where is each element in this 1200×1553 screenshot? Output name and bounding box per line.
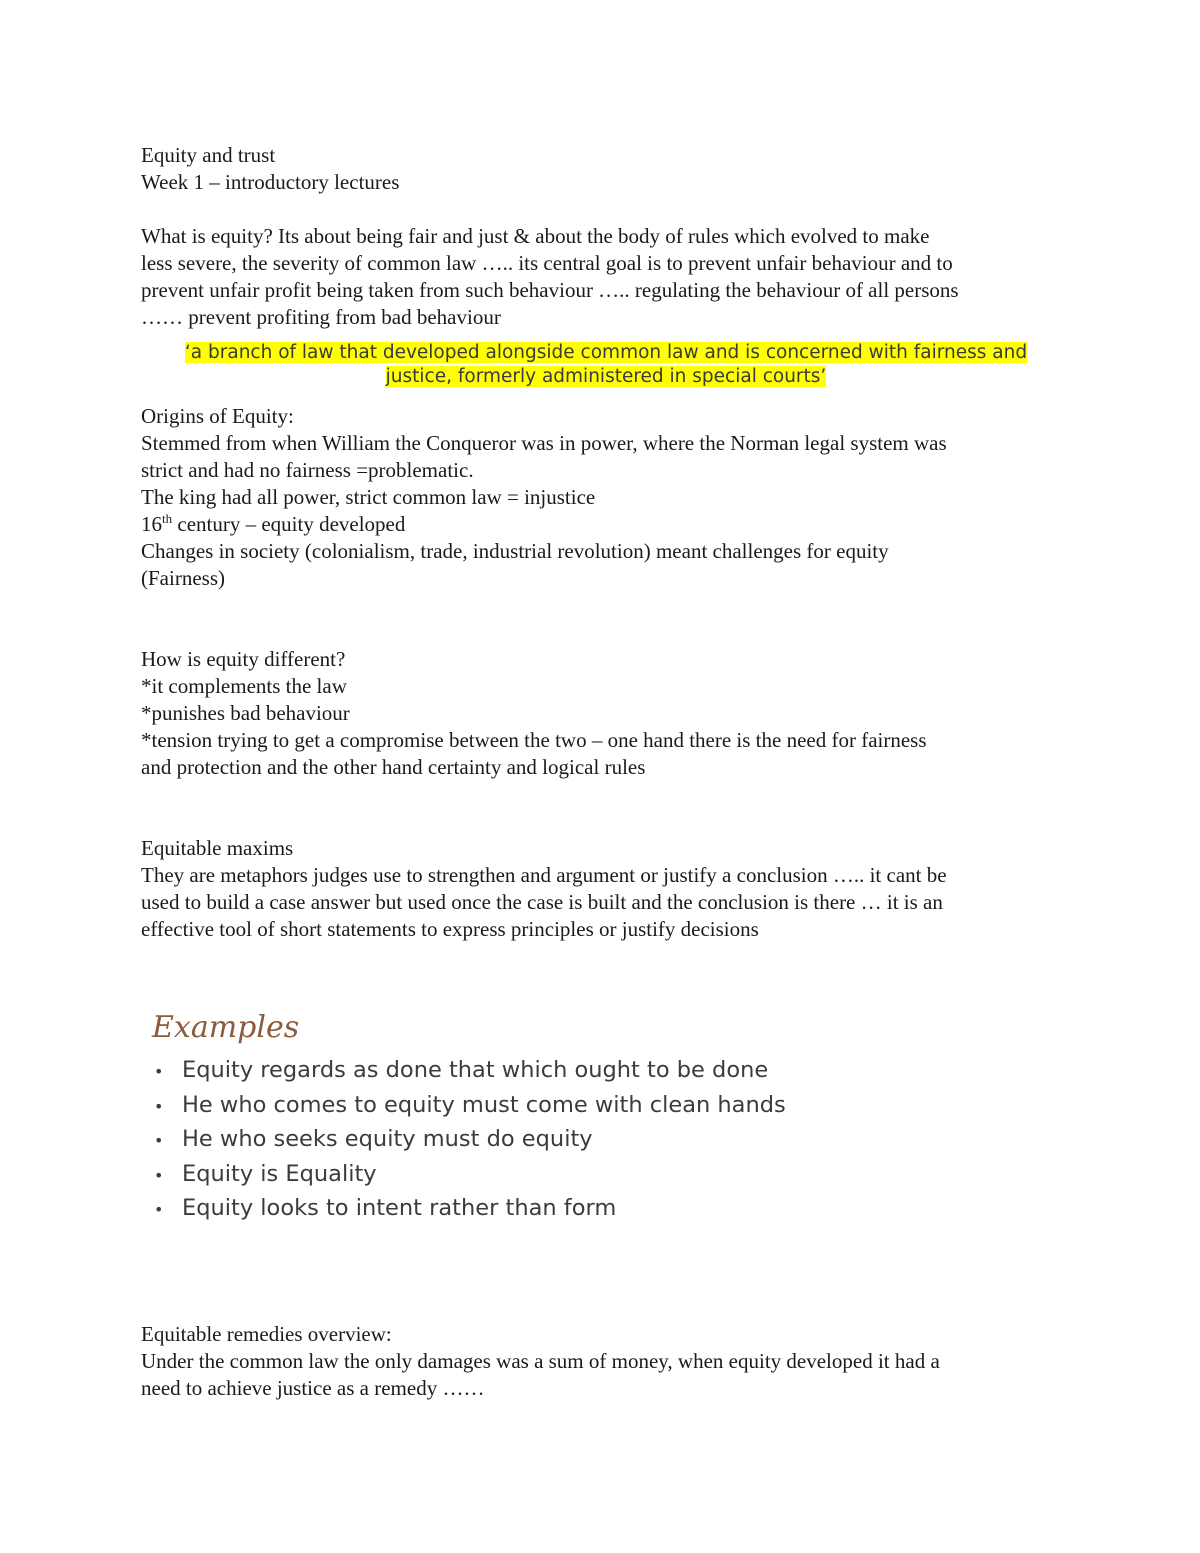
document-page xyxy=(141,142,1071,943)
origins-section xyxy=(141,403,1071,592)
origins-line: The king had all power, strict common law = injustice xyxy=(141,485,596,509)
spacer xyxy=(141,619,1071,646)
different-line: *it complements the law xyxy=(141,674,347,698)
different-line: *punishes bad behaviour xyxy=(141,701,350,725)
intro-line: …… prevent profiting from bad behaviour xyxy=(141,305,501,329)
remedies-heading: Equitable remedies overview: xyxy=(141,1322,392,1346)
spacer xyxy=(141,781,1071,808)
highlighted-quote xyxy=(141,341,1071,389)
bullet-icon: • xyxy=(154,1131,164,1150)
origins-line: Changes in society (colonialism, trade, industrial revolution) meant challenges for equity xyxy=(141,539,889,563)
different-line: and protection and the other hand certainty and logical rules xyxy=(141,755,646,779)
origins-heading: Origins of Equity: xyxy=(141,404,294,428)
examples-slide-image xyxy=(150,1006,850,1227)
list-item xyxy=(150,1089,850,1124)
quote-line-2: justice, formerly administered in special courts’ xyxy=(385,366,827,387)
origins-line: Stemmed from when William the Conqueror was in power, where the Norman legal system was xyxy=(141,431,947,455)
list-item xyxy=(150,1192,850,1227)
list-item xyxy=(150,1123,850,1158)
bullet-icon: • xyxy=(154,1062,164,1081)
origins-line: strict and had no fairness =problematic. xyxy=(141,458,474,482)
example-text: He who seeks equity must do equity xyxy=(182,1126,593,1152)
bullet-icon: • xyxy=(154,1200,164,1219)
different-heading: How is equity different? xyxy=(141,647,346,671)
remedies-line: Under the common law the only damages was a sum of money, when equity developed it had a xyxy=(141,1349,940,1373)
list-item xyxy=(150,1158,850,1193)
example-text: Equity regards as done that which ought to be done xyxy=(182,1057,769,1083)
century-ordinal: th xyxy=(162,511,173,526)
examples-title: Examples xyxy=(152,1010,300,1045)
spacer xyxy=(141,196,1071,223)
bullet-icon: • xyxy=(154,1165,164,1185)
example-text: Equity looks to intent rather than form xyxy=(182,1195,617,1221)
origins-line: (Fairness) xyxy=(141,566,225,590)
origins-century-line xyxy=(141,511,1071,538)
bullet-icon: • xyxy=(154,1096,164,1116)
maxims-section xyxy=(141,835,1071,943)
example-text: He who comes to equity must come with clean hands xyxy=(182,1091,786,1118)
intro-paragraph xyxy=(141,223,1071,331)
quote-line-1: ‘a branch of law that developed alongside common law and is concerned with fairness and xyxy=(184,342,1028,363)
maxims-line: They are metaphors judges use to strengthen and argument or justify a conclusion ….. it cant be xyxy=(141,863,947,887)
different-section xyxy=(141,646,1071,781)
century-number: 16 xyxy=(141,512,162,536)
remedies-section xyxy=(141,1321,1071,1402)
intro-line: What is equity? Its about being fair and just & about the body of rules which evolved to make xyxy=(141,224,930,248)
intro-line: prevent unfair profit being taken from such behaviour ….. regulating the behaviour of all persons xyxy=(141,278,959,302)
example-text: Equity is Equality xyxy=(182,1160,377,1187)
intro-line: less severe, the severity of common law ….. its central goal is to prevent unfair behaviour and to xyxy=(141,251,953,275)
document-title: Equity and trust xyxy=(141,143,276,167)
examples-list xyxy=(150,1054,850,1227)
document-subtitle: Week 1 – introductory lectures xyxy=(141,170,400,194)
maxims-line: used to build a case answer but used once the case is built and the conclusion is there … it is an xyxy=(141,890,943,914)
remedies-line: need to achieve justice as a remedy …… xyxy=(141,1376,485,1400)
century-text: century – equity developed xyxy=(172,512,406,536)
spacer xyxy=(141,808,1071,835)
spacer xyxy=(141,592,1071,619)
different-line: *tension trying to get a compromise between the two – one hand there is the need for fairness xyxy=(141,728,927,752)
list-item xyxy=(150,1054,850,1089)
maxims-line: effective tool of short statements to express principles or justify decisions xyxy=(141,917,759,941)
maxims-heading: Equitable maxims xyxy=(141,836,294,860)
